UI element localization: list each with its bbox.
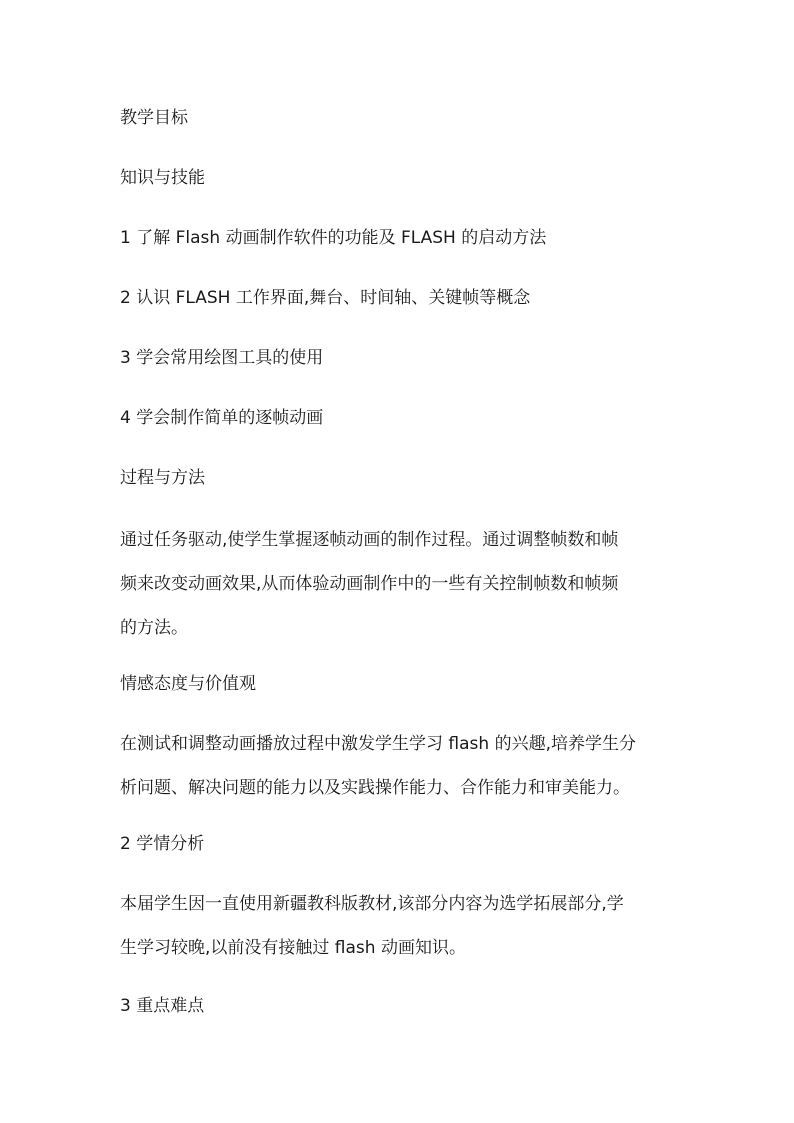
emotion-line-1: 在测试和调整动画播放过程中激发学生学习 flash 的兴趣,培养学生分	[120, 734, 636, 754]
knowledge-item-4: 4 学会制作简单的逐帧动画	[120, 408, 324, 428]
process-line-2: 频来改变动画效果,从而体验动画制作中的一些有关控制帧数和帧频	[120, 574, 619, 594]
heading-key-difficult-points: 3 重点难点	[120, 996, 205, 1016]
knowledge-item-3: 3 学会常用绘图工具的使用	[120, 348, 324, 368]
knowledge-item-2: 2 认识 FLASH 工作界面,舞台、时间轴、关键帧等概念	[120, 288, 531, 308]
emotion-paragraph	[120, 722, 680, 810]
analysis-line-1: 本届学生因一直使用新疆教科版教材,该部分内容为选学拓展部分,学	[120, 894, 624, 914]
process-line-3: 的方法。	[120, 618, 188, 638]
knowledge-item-1: 1 了解 Flash 动画制作软件的功能及 FLASH 的启动方法	[120, 228, 547, 248]
heading-student-analysis: 2 学情分析	[120, 834, 205, 854]
heading-process-methods: 过程与方法	[120, 468, 205, 488]
analysis-paragraph	[120, 882, 680, 970]
heading-emotion-values: 情感态度与价值观	[120, 674, 256, 694]
heading-knowledge-skills: 知识与技能	[120, 168, 205, 188]
heading-teaching-goals: 教学目标	[120, 108, 188, 128]
emotion-line-2: 析问题、解决问题的能力以及实践操作能力、合作能力和审美能力。	[120, 778, 630, 798]
process-paragraph	[120, 518, 680, 650]
analysis-line-2: 生学习较晚,以前没有接触过 flash 动画知识。	[120, 938, 466, 958]
process-line-1: 通过任务驱动,使学生掌握逐帧动画的制作过程。通过调整帧数和帧	[120, 530, 619, 550]
